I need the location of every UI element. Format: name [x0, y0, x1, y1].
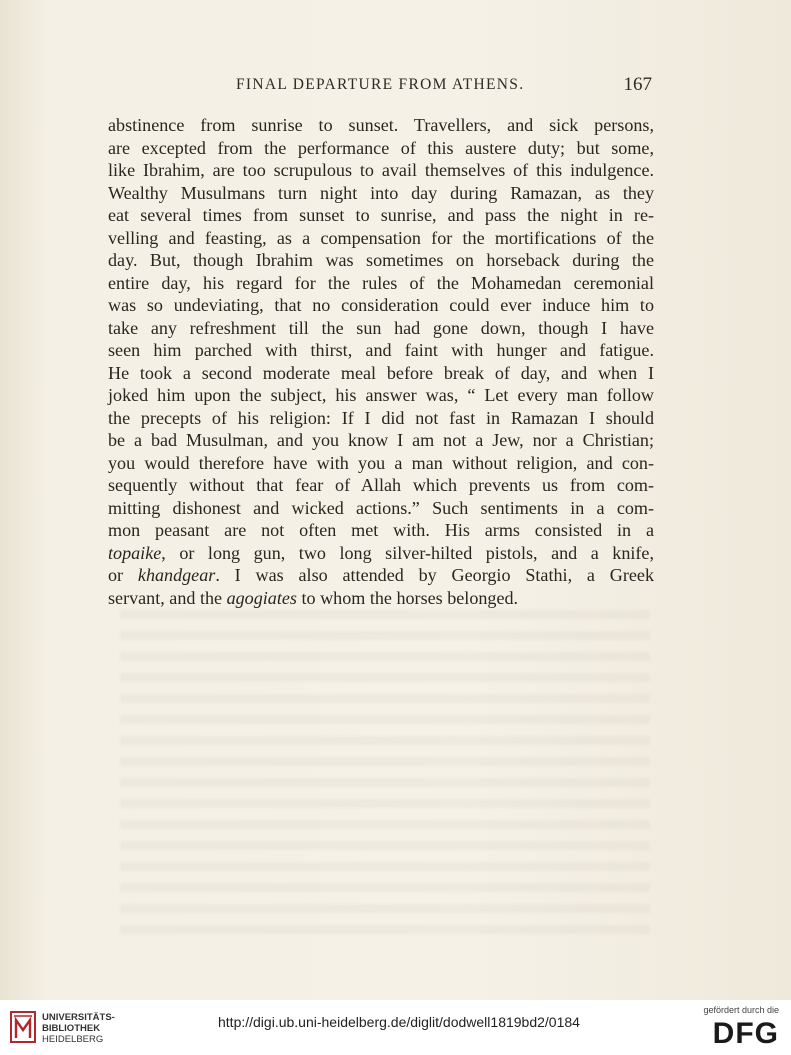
permalink-url[interactable]: http://digi.ub.uni-heidelberg.de/diglit/dodwell1819bd2/0184 [218, 1014, 580, 1030]
text-line: like Ibrahim, are too scrupulous to avail themselves of this indulgence. [108, 160, 654, 180]
italic-term: topaike [108, 542, 162, 563]
text-line: the precepts of his religion: If I did not fast in Ramazan I should [108, 407, 654, 428]
funder-caption: gefördert durch die [703, 1005, 779, 1015]
library-logo-icon [10, 1008, 36, 1046]
italic-term: agogiates [226, 587, 297, 608]
library-name [42, 1012, 115, 1045]
text-line: joked him upon the subject, his answer was, “ Let every man follow [108, 385, 654, 405]
text-line: abstinence from sunrise to sunset. Travellers, and sick persons, [108, 115, 654, 135]
library-name-line: BIBLIOTHEK [42, 1023, 101, 1034]
text-line: be a bad Musulman, and you know I am not a Jew, nor a Christian; [108, 430, 654, 450]
text-line: Wealthy Musulmans turn night into day during Ramazan, as they [108, 182, 654, 203]
text-run: or [108, 565, 138, 585]
text-line: entire day, his regard for the rules of the Mohamedan ceremonial [108, 272, 654, 293]
text-line: you would therefore have with you a man without religion, and con- [108, 452, 654, 473]
text-line: take any refreshment till the sun had gone down, though I have [108, 317, 654, 338]
body-text [108, 114, 654, 609]
text-line [108, 564, 654, 587]
text-line: sequently without that fear of Allah which prevents us from com- [108, 475, 654, 495]
running-title: FINAL DEPARTURE FROM ATHENS. [236, 76, 525, 93]
text-line: day. But, though Ibrahim was sometimes on horseback during the [108, 250, 654, 270]
text-run: . I was also attended by Georgio Stathi, a Greek [215, 565, 654, 585]
text-line: He took a second moderate meal before break of day, and when I [108, 362, 654, 383]
page-number: 167 [623, 74, 652, 95]
library-name-line: HEIDELBERG [42, 1034, 104, 1045]
text-run: servant, and the [108, 587, 227, 608]
library-name-line: UNIVERSITÄTS- [42, 1012, 115, 1023]
italic-term: khandgear [137, 565, 216, 585]
text-line [108, 587, 654, 610]
text-line: velling and feasting, as a compensation for the mortifications of the [108, 227, 654, 248]
dfg-logo: DFG [712, 1017, 779, 1050]
digitization-footer [0, 1000, 791, 1055]
text-line: was so undeviating, that no consideration could ever induce him to [108, 295, 654, 315]
text-line: mon peasant are not often met with. His arms consisted in a [108, 520, 654, 540]
text-run: , or long gun, two long silver-hilted pistols, and a knife, [161, 542, 654, 563]
text-line: seen him parched with thirst, and faint with hunger and fatigue. [108, 340, 654, 360]
text-run: to whom the horses belonged. [296, 587, 519, 608]
text-line: eat several times from sunset to sunrise, and pass the night in re- [108, 205, 654, 225]
text-line [108, 542, 654, 565]
show-through-text [120, 610, 650, 940]
text-line: are excepted from the performance of this austere duty; but some, [108, 137, 654, 158]
text-line: mitting dishonest and wicked actions.” Such sentiments in a com- [108, 497, 654, 518]
